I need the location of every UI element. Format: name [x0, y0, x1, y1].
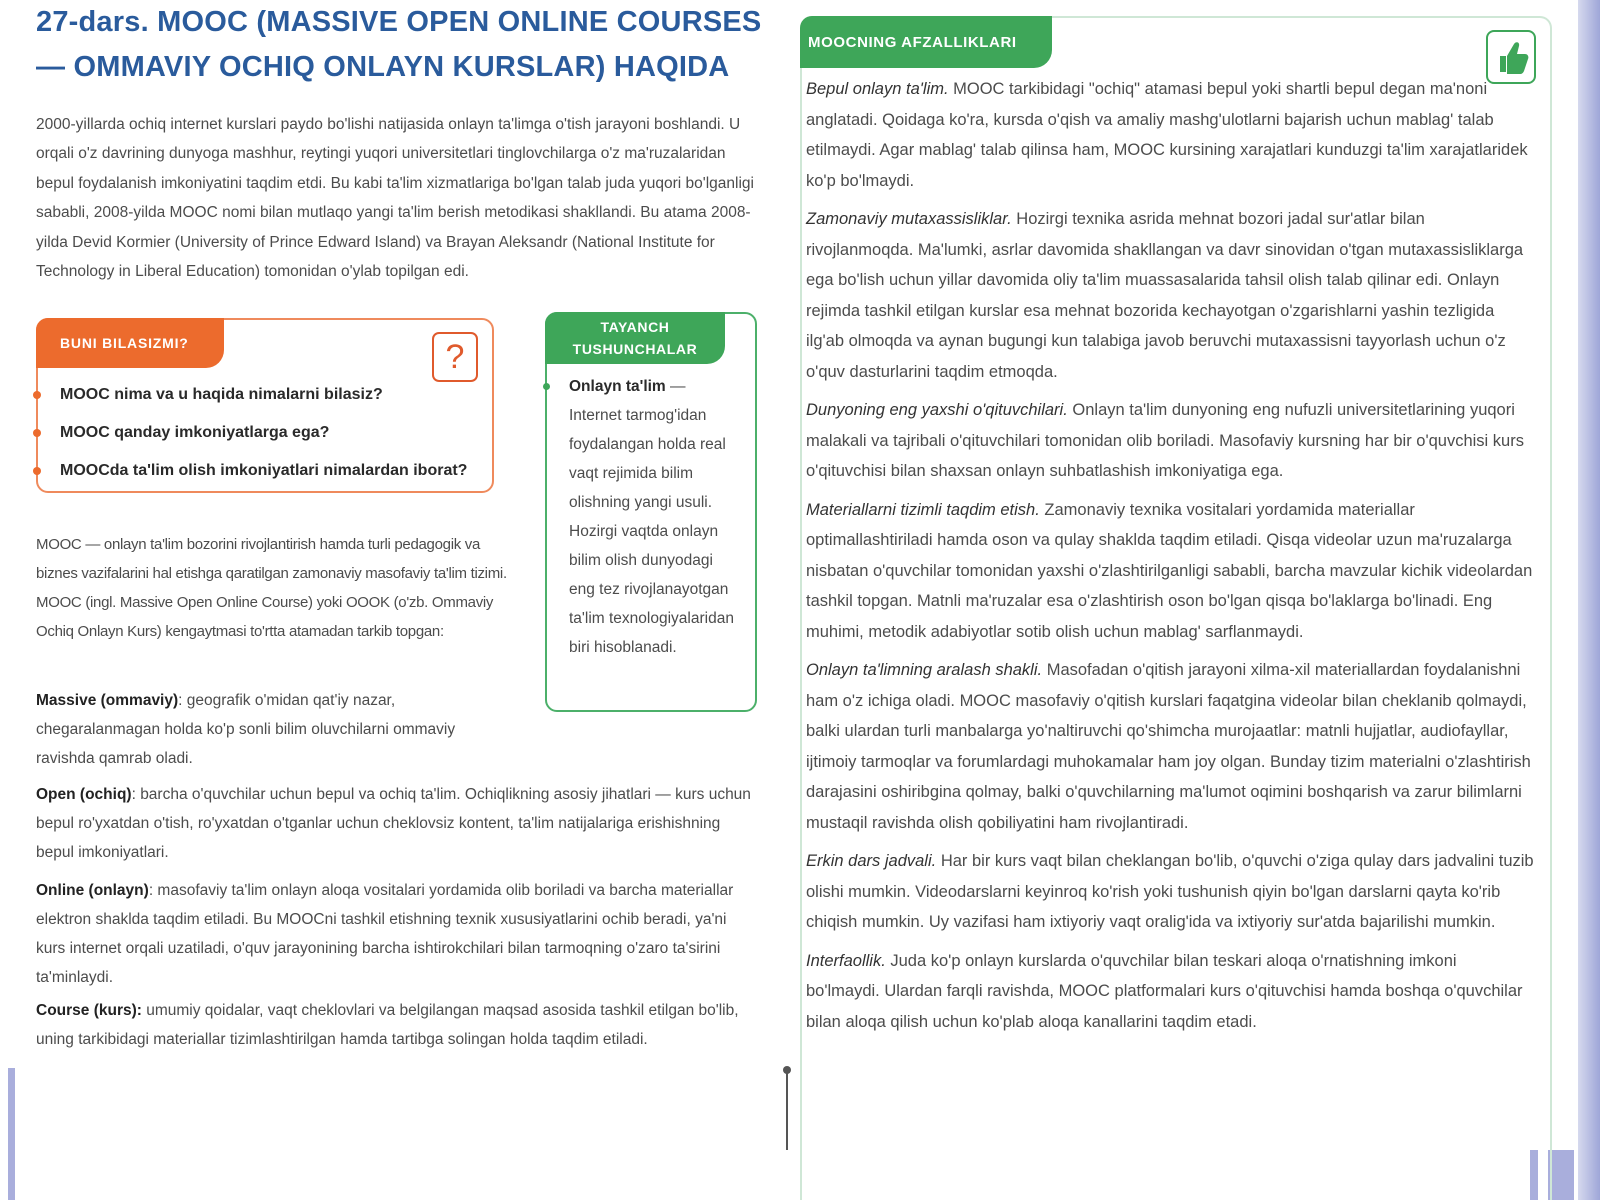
component-course	[36, 996, 756, 1054]
key-term: Onlayn ta'lim	[569, 378, 666, 395]
question-item: MOOC nima va u haqida nimalarni bilasiz?	[38, 376, 467, 414]
advantage-text: Zamonaviy texnika vositalari yordamida materiallar optimallashtiriladi hamda oson va qulay shaklda taqdim etiladi. Qisqa videolar uzun ma'ruzalarga nisbatan o'quvchilar tomonidan yaxshi o'zlashtirilganligi sababli, barcha mavzular kichik videolardan tashkil topgan. Matnli ma'ruzalar esa o'zlashtirish oson bo'lgan qisqa bo'laklarga bo'linadi. Eng muhimi, metodik adabiyotlar sotib olish uchun mablag' sarflanmaydi.	[806, 500, 1533, 641]
margin-marker-line	[786, 1070, 788, 1150]
question-mark-icon: ?	[432, 332, 478, 382]
component-open	[36, 780, 756, 867]
advantage-item	[806, 495, 1534, 648]
component-online	[36, 876, 756, 992]
intro-paragraph: 2000-yillarda ochiq internet kurslari paydo bo'lishi natijasida onlayn ta'limga o'tish jarayoni boshlandi. U orqali o'z davrining dunyoga mashhur, reytingi yuqori universitetlari tinglovchilarga o'z ma'ruzalaridan bepul foydalanish imkoniyatini taqdim etdi. Bu kabi ta'lim xizmatlariga bo'lgan talab juda yuqori bo'lganligi sababli, 2008-yilda MOOC nomi bilan mutlaqo yangi ta'lim berish metodikasi shakllandi. Bu atama 2008-yilda Devid Kormier (University of Prince Edward Island) va Brayan Aleksandr (National Institute for Technology in Liberal Education) tomonidan o'ylab topilgan edi.	[36, 116, 754, 281]
component-term: Open (ochiq)	[36, 786, 132, 803]
mooc-definition: MOOC — onlayn ta'lim bozorini rivojlantirish hamda turli pedagogik va biznes vazifalarini hal etishga qaratilgan zamonaviy masofaviy ta'lim tizimi. MOOC (ingl. Massive Open Online Course) yoki OOOK (o'zb. Ommaviy Ochiq Onlayn Kurs) kengaytmasi to'rtta atamadan tarkib topgan:	[36, 536, 507, 640]
advantage-title: Zamonaviy mutaxassisliklar.	[806, 210, 1012, 228]
advantage-title: Erkin dars jadvali.	[806, 852, 937, 870]
key-term-definition	[569, 372, 739, 662]
advantage-text: Hozirgi texnika asrida mehnat bozori jadal sur'atlar bilan rivojlanmoqda. Ma'lumki, asrlar davomida shakllangan va davr sinovidan o'tgan mutaxassisliklarga ega bo'lish uchun yillar davomida oliy ta'lim muassasalarida tahsil olish talab qilinar edi. Onlayn rejimda tashkil etilgan kurslar esa mehnat bozorida kechayotgan o'zgarishlarni yashin tezligida ilg'ab olmoqda va aynan bugungi kun talabiga javob beruvchi mutaxassisni tayyorlash uchun o'z o'quv dasturlarini taqdim etmoqda.	[806, 210, 1524, 381]
component-term: Massive (ommaviy)	[36, 692, 179, 709]
advantage-item	[806, 74, 1534, 196]
component-text: umumiy qoidalar, vaqt cheklovlari va belgilangan maqsad asosida tashkil etilgan bo'lib, uning tarkibidagi materiallar tizimlashtirilgan hamda tartibga solingan holda taqdim etiladi.	[36, 1002, 739, 1048]
advantages-list	[806, 74, 1534, 1045]
did-you-know-tag: BUNI BILASIZMI?	[36, 318, 224, 368]
component-term: Course (kurs):	[36, 1002, 142, 1019]
advantage-title: Interfaollik.	[806, 951, 886, 970]
component-massive	[36, 686, 506, 773]
key-term-text: — Internet tarmog'idan foydalangan holda real vaqt rejimida bilim olishning yangi usuli. Hozirgi vaqtda onlayn bilim olish dunyodagi eng tez rivojlanayotgan ta'lim texnologiyalaridan biri hisoblanadi.	[569, 378, 734, 656]
component-text: : geografik o'midan qat'iy nazar, chegaralanmagan holda ko'p sonli bilim oluvchilarni ommaviy ravishda qamrab oladi.	[36, 692, 456, 767]
key-terms-tag: TAYANCH TUSHUNCHALAR	[545, 312, 725, 364]
advantages-tag: MOOCNING AFZALLIKLARI	[800, 16, 1052, 68]
advantage-text: Masofadan o'qitish jarayoni xilma-xil materiallardan foydalanishni ham o'z ichiga oladi. MOOC masofaviy o'qitish kurslari faqatgina videolar bilan cheklanib qolmaydi, balki ulardan turli manbalarga yo'naltiruvchi qo'shimcha murojaatlar: matnli hujjatlar, audiofayllar, ijtimoiy tarmoqlar va forumlardagi muhokamalar ham joy olgan. Bunday tizim materialni o'zlashtirish darajasini oshiribgina qolmay, balki o'quvchilarning ma'lumot oqimini boshqarish va zarur bilimlarni mustaqil ravishda olish qobiliyatini ham rivojlantiradi.	[806, 661, 1531, 832]
did-you-know-box	[36, 318, 494, 493]
lesson-title: 27-dars. MOOC (MASSIVE OPEN ONLINE COURSES — OMMAVIY OCHIQ ONLAYN KURSLAR) HAQIDA	[36, 6, 762, 83]
page-edge-strip	[1578, 0, 1600, 1200]
advantage-item	[806, 946, 1534, 1038]
advantage-item	[806, 395, 1534, 487]
question-item: MOOC qanday imkoniyatlarga ega?	[38, 414, 467, 452]
question-item: MOOCda ta'lim olish imkoniyatlari nimalardan iborat?	[38, 452, 467, 490]
advantage-text: Har bir kurs vaqt bilan cheklangan bo'lib, o'quvchi o'ziga qulay dars jadvalini tuzib olishi mumkin. Videodarslarni keyinroq ko'rish yoki tushunish qiyin bo'lgan darslarni qayta ko'rib chiqish mumkin. Uy vazifasi ham ixtiyoriy vaqt oralig'ida va ixtiyoriy sur'atda bajarilishi mumkin.	[806, 852, 1534, 931]
advantage-title: Materiallarni tizimli taqdim etish.	[806, 500, 1040, 519]
component-term: Online (onlayn)	[36, 882, 149, 899]
page-edge-bar	[8, 1068, 15, 1200]
advantage-item	[806, 846, 1534, 938]
advantage-text: Onlayn ta'lim dunyoning eng nufuzli universitetlarining yuqori malakali va tajribali o'qituvchilari tomonidan olib boriladi. Masofaviy kursning har bir o'quvchisi kurs o'qituvchisi bilan shaxsan onlayn suhbatlashish imkoniyatiga ega.	[806, 401, 1524, 480]
component-text: : masofaviy ta'lim onlayn aloqa vositalari yordamida olib boriladi va barcha materiallar elektron shaklda taqdim etiladi. Bu MOOCni tashkil etishning texnik xususiyatlarini ochib beradi, ya'ni kurs internet orqali uzatiladi, o'quv jarayonining barcha ishtirokchilari bilan tarmoqning o'zaro ta'sirini ta'minlaydi.	[36, 882, 734, 986]
advantage-title: Bepul onlayn ta'lim.	[806, 80, 949, 98]
question-list	[38, 376, 467, 490]
advantage-item	[806, 204, 1534, 387]
advantage-item	[806, 655, 1534, 838]
left-column	[36, 0, 766, 286]
advantage-title: Onlayn ta'limning aralash shakli.	[806, 661, 1043, 679]
advantage-title: Dunyoning eng yaxshi o'qituvchilari.	[806, 401, 1068, 419]
advantage-text: MOOC tarkibidagi "ochiq" atamasi bepul yoki shartli bepul degan ma'noni anglatadi. Qoidaga ko'ra, kursda o'qish va amaliy mashg'ulotlarni bajarish uchun mablag' talab etilmaydi. Agar mablag' talab qilinsa ham, MOOC kursining xarajatlari kunduzgi ta'lim xarajatlaridek ko'p bo'lmaydi.	[806, 80, 1528, 190]
advantage-text: Juda ko'p onlayn kurslarda o'quvchilar bilan teskari aloqa o'rnatishning imkoni bo'lmaydi. Ulardan farqli ravishda, MOOC platformalari kurs o'qituvchisi hamda boshqa o'quvchilar bilan aloqa qilish uchun ko'plab aloqa kanallarini taqdim etadi.	[806, 951, 1523, 1031]
key-terms-box	[545, 312, 757, 712]
component-text: : barcha o'quvchilar uchun bepul va ochiq ta'lim. Ochiqlikning asosiy jihatlari — kurs uchun bepul ro'yxatdan o'tish, ro'yxatdan o'tganlar uchun cheklovsiz kontent, ta'lim natijalariga erishishning bepul imkoniyatlari.	[36, 786, 751, 861]
